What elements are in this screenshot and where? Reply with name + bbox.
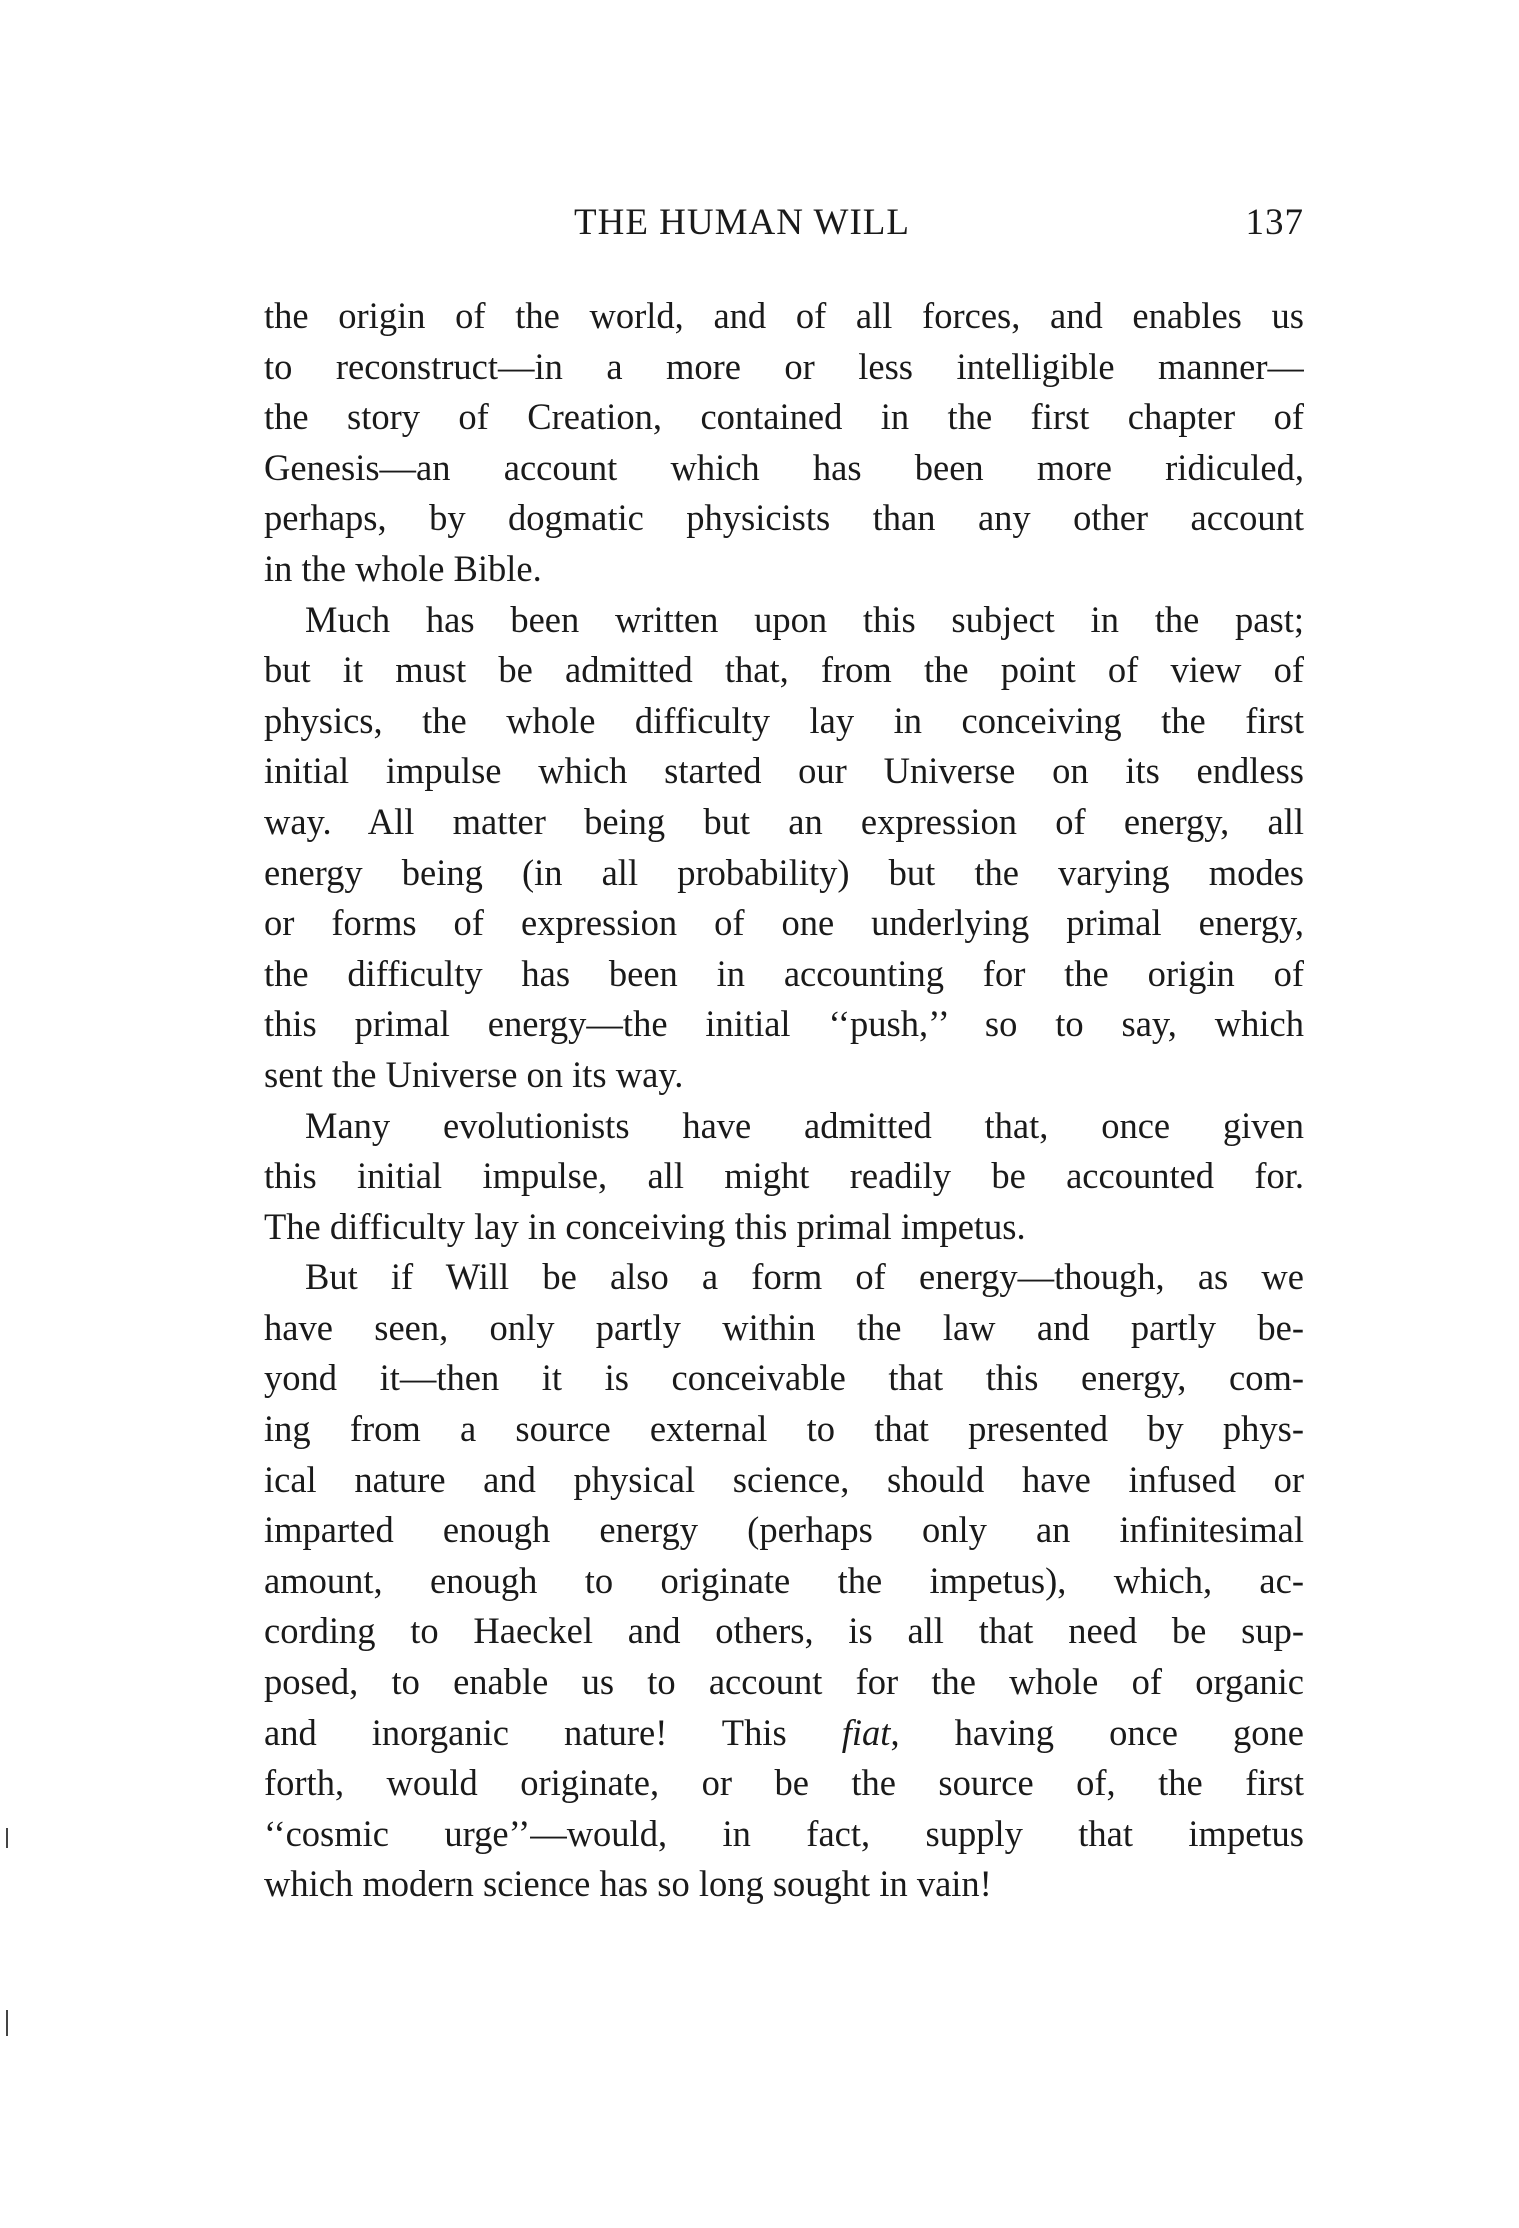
text-line: Much has been written upon this subject in the past; bbox=[305, 598, 1304, 640]
text-line: have seen, only partly within the law and partly be- bbox=[264, 1306, 1304, 1348]
text-line: imparted enough energy (perhaps only an infinitesimal bbox=[264, 1509, 1304, 1551]
text-line: in the whole Bible. bbox=[264, 547, 542, 589]
text-line: but it must be admitted that, from the point of view of bbox=[264, 649, 1304, 691]
text-line: ing from a source external to that presented by phys- bbox=[264, 1408, 1304, 1450]
text-line: and inorganic nature! This fiat, having once gone bbox=[264, 1711, 1304, 1753]
paragraph bbox=[264, 595, 1304, 1101]
text-line: ical nature and physical science, should have infused or bbox=[264, 1458, 1304, 1500]
text-line: perhaps, by dogmatic physicists than any other account bbox=[264, 497, 1304, 539]
text-line: or forms of expression of one underlying primal energy, bbox=[264, 902, 1304, 944]
running-title: THE HUMAN WILL bbox=[574, 202, 910, 243]
text-line: way. All matter being but an expression of energy, all bbox=[264, 800, 1304, 842]
paragraph bbox=[264, 291, 1304, 595]
text-line: forth, would originate, or be the source of, the first bbox=[264, 1762, 1304, 1804]
text-line: The difficulty lay in conceiving this primal impetus. bbox=[264, 1205, 1026, 1247]
text-line: this initial impulse, all might readily be accounted for. bbox=[264, 1155, 1304, 1197]
text-line: posed, to enable us to account for the whole of organic bbox=[264, 1661, 1304, 1703]
text-line: this primal energy—the initial ‘‘push,’’ so to say, which bbox=[264, 1003, 1304, 1045]
scan-mark bbox=[6, 2010, 8, 2036]
page-number: 137 bbox=[1245, 202, 1304, 243]
text-line: to reconstruct—in a more or less intelligible manner— bbox=[264, 345, 1304, 387]
text-line: yond it—then it is conceivable that this energy, com- bbox=[264, 1357, 1304, 1399]
paragraph bbox=[264, 1101, 1304, 1253]
scan-mark bbox=[6, 1828, 8, 1848]
text-line: ‘‘cosmic urge’’—would, in fact, supply that impetus bbox=[264, 1812, 1304, 1854]
text-line: energy being (in all probability) but the varying modes bbox=[264, 851, 1304, 893]
text-line: sent the Universe on its way. bbox=[264, 1053, 684, 1095]
text-line: Many evolutionists have admitted that, once given bbox=[305, 1104, 1304, 1146]
text-line: which modern science has so long sought in vain! bbox=[264, 1863, 992, 1905]
text-line: initial impulse which started our Universe on its endless bbox=[264, 750, 1304, 792]
italic-word: fiat bbox=[841, 1711, 891, 1753]
text-line: the story of Creation, contained in the first chapter of bbox=[264, 396, 1304, 438]
text-line: But if Will be also a form of energy—though, as we bbox=[305, 1256, 1304, 1298]
running-head bbox=[264, 198, 1304, 248]
text-line: cording to Haeckel and others, is all that need be sup- bbox=[264, 1610, 1304, 1652]
body-text bbox=[264, 291, 1304, 1910]
text-line: the difficulty has been in accounting for the origin of bbox=[264, 952, 1304, 994]
text-line: amount, enough to originate the impetus), which, ac- bbox=[264, 1559, 1304, 1601]
text-line: Genesis—an account which has been more ridiculed, bbox=[264, 446, 1304, 488]
text-line: the origin of the world, and of all forces, and enables us bbox=[264, 295, 1304, 336]
text-line: physics, the whole difficulty lay in conceiving the first bbox=[264, 699, 1304, 741]
paragraph bbox=[264, 1252, 1304, 1910]
